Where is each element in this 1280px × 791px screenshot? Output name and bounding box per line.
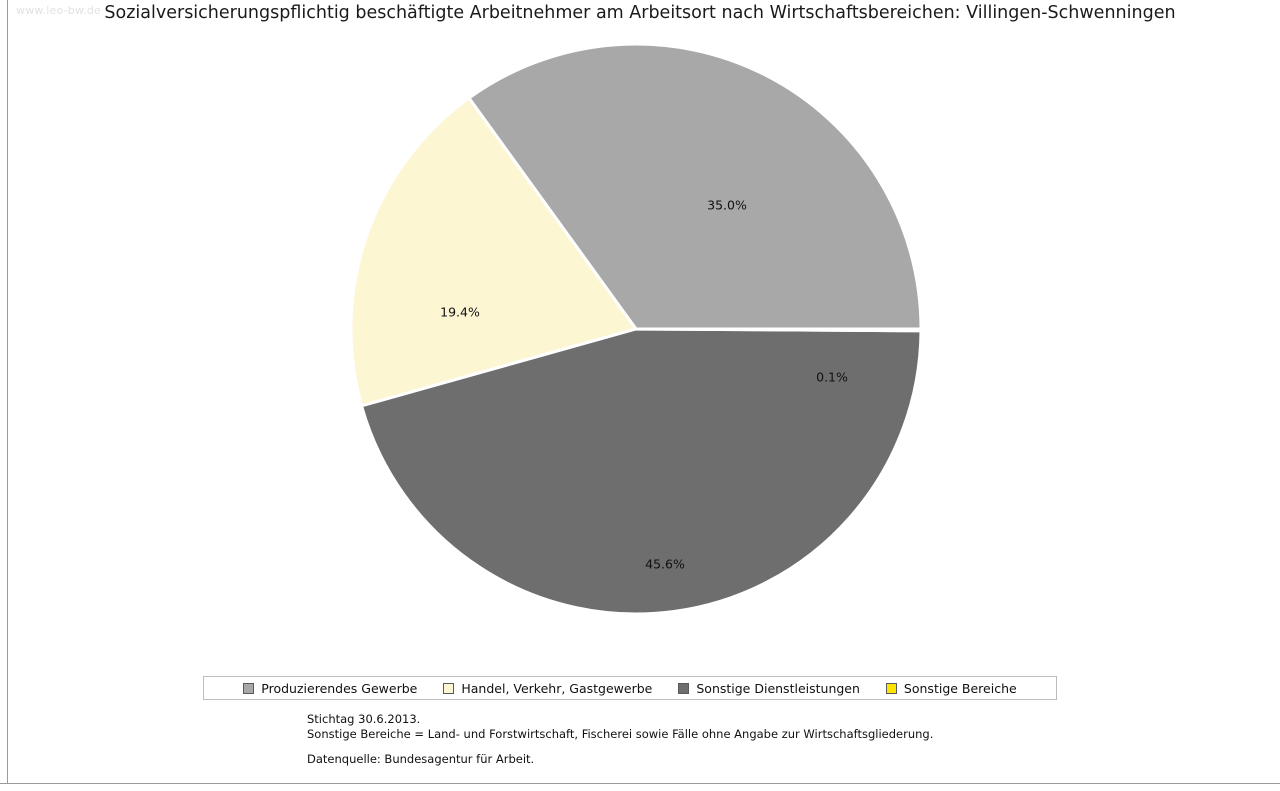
footnote-line: Stichtag 30.6.2013. (307, 712, 421, 726)
legend-item-label: Handel, Verkehr, Gastgewerbe (461, 680, 653, 696)
footnote-line: Datenquelle: Bundesagentur für Arbeit. (307, 752, 535, 766)
pie-svg (350, 43, 922, 615)
footnotes (307, 712, 1207, 767)
watermark: www.leo-bw.de (16, 4, 102, 17)
pie-slice-label: 45.6% (645, 556, 685, 572)
pie-slice-label: 35.0% (707, 197, 747, 213)
legend-item (443, 681, 652, 696)
legend-swatch-icon (886, 683, 897, 694)
page-border-left (0, 0, 8, 791)
chart-legend (203, 676, 1057, 700)
pie-slice-label: 19.4% (440, 304, 480, 320)
page-border-bottom (0, 783, 1280, 791)
pie-chart (350, 43, 922, 615)
legend-item-label: Sonstige Bereiche (903, 680, 1017, 696)
pie-slices (351, 44, 921, 614)
pie-slice (636, 329, 921, 331)
legend-item-label: Produzierendes Gewerbe (261, 680, 418, 696)
footnote-line: Sonstige Bereiche = Land- und Forstwirtschaft, Fischerei sowie Fälle ohne Angabe zur Wirtschaftsgliederung. (307, 727, 934, 741)
legend-item (886, 681, 1017, 696)
legend-item (243, 681, 417, 696)
pie-slice-label: 0.1% (816, 369, 848, 385)
page-title: Sozialversicherungspflichtig beschäftigte Arbeitnehmer am Arbeitsort nach Wirtschaftsbereichen: Villingen-Schwenningen (104, 3, 1176, 23)
legend-swatch-icon (443, 683, 454, 694)
legend-item-label: Sonstige Dienstleistungen (696, 680, 860, 696)
legend-swatch-icon (678, 683, 689, 694)
legend-swatch-icon (243, 683, 254, 694)
legend-item (678, 681, 860, 696)
